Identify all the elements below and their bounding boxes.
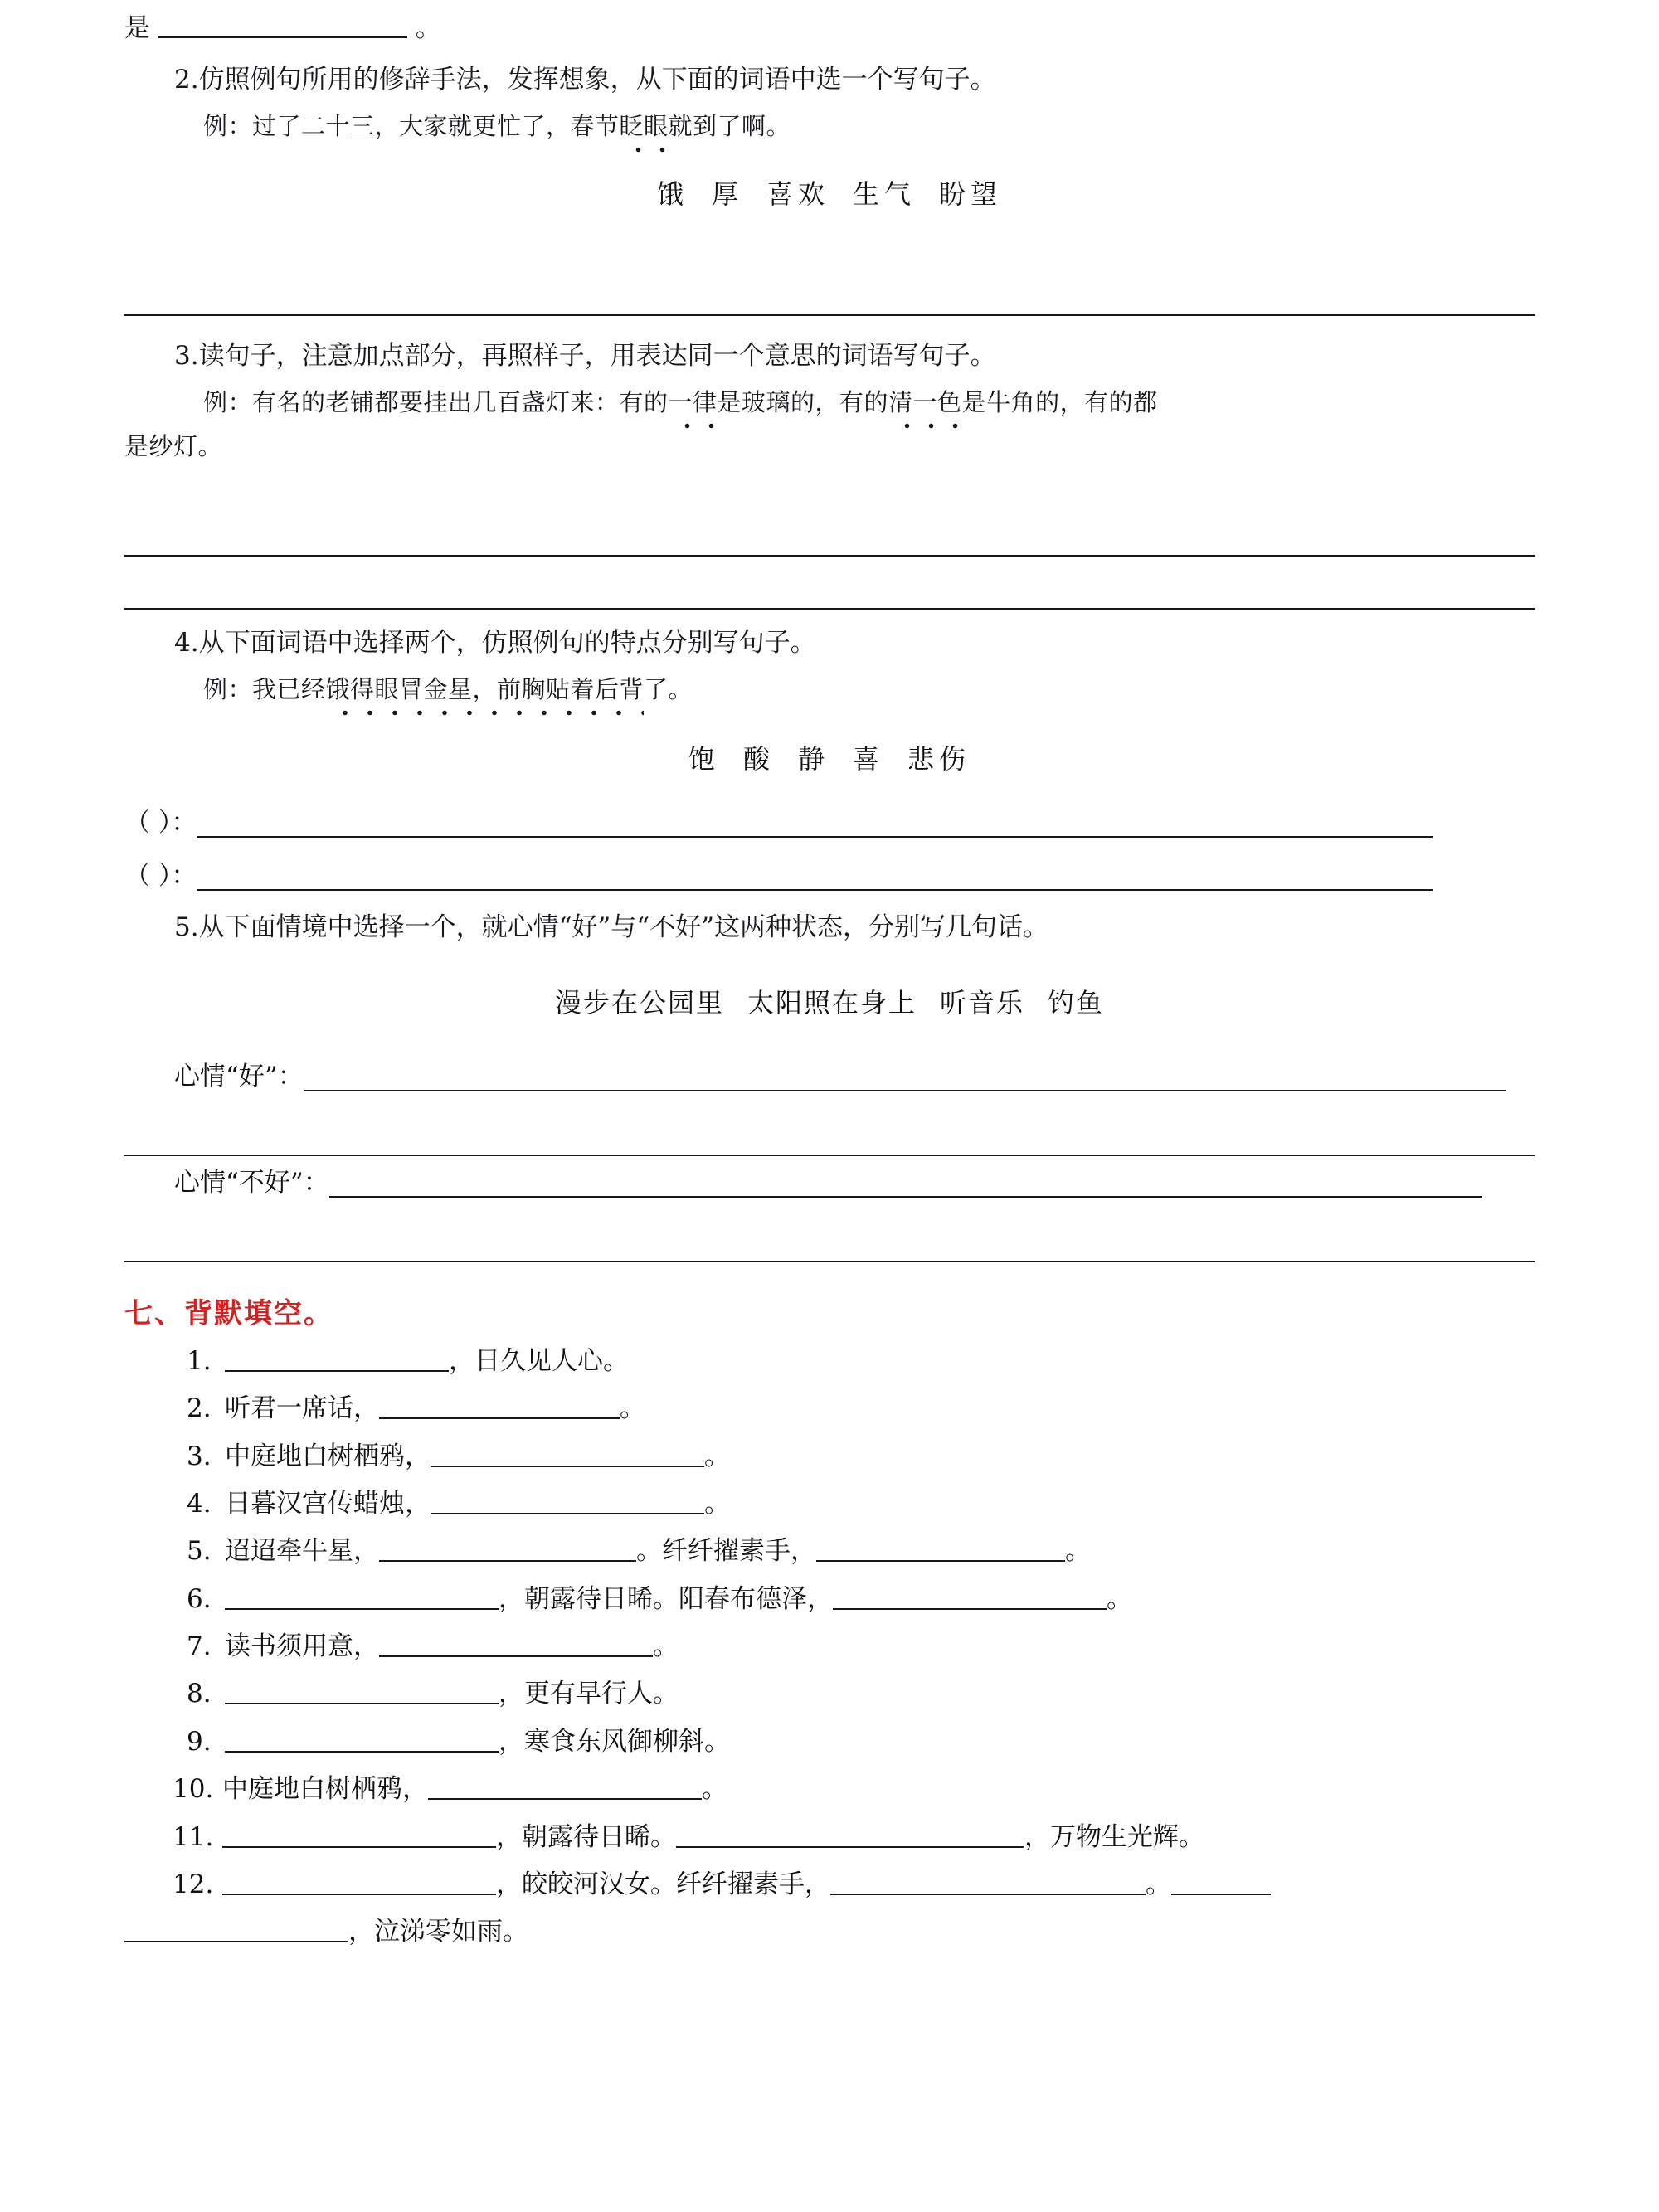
word-bank-item: 生气	[853, 178, 917, 211]
word-bank-item: 厚	[711, 178, 743, 211]
example-dotted-words: 一律	[669, 384, 718, 421]
top-fragment-prefix: 是	[124, 13, 150, 44]
scene-bank-item: 听音乐	[940, 987, 1025, 1019]
mood-good-answer-line[interactable]	[124, 1103, 1535, 1156]
scene-bank-item: 漫步在公园里	[554, 987, 724, 1019]
question-2-example	[124, 108, 1535, 145]
top-fragment-line	[124, 8, 1535, 48]
fill-blank[interactable]	[225, 1581, 499, 1610]
item-text: 。	[1146, 1869, 1171, 1899]
top-fragment-suffix: 。	[415, 13, 441, 44]
item-number: 11.	[173, 1821, 214, 1852]
item-text: ，万物生光辉。	[1024, 1821, 1204, 1852]
fill-blank[interactable]	[225, 1344, 449, 1373]
question-2-number: 2.	[174, 65, 199, 95]
question-4-text: 从下面词语中选择两个，仿照例句的特点分别写句子。	[198, 628, 816, 659]
item-text: 。	[704, 1489, 730, 1519]
item-text: ，泣涕零如雨。	[348, 1917, 528, 1947]
question-3-example-line-1	[124, 384, 1535, 421]
list-item	[124, 1719, 1535, 1766]
list-item	[124, 1338, 1535, 1385]
question-5-scene-bank	[124, 982, 1535, 1020]
fill-blank[interactable]	[1171, 1866, 1271, 1895]
item-text: 读书须用意，	[225, 1631, 379, 1662]
item-number: 9.	[187, 1726, 212, 1757]
scene-bank-item: 太阳照在身上	[747, 987, 917, 1019]
top-fragment-blank[interactable]	[158, 8, 407, 38]
fill-blank[interactable]	[379, 1391, 620, 1420]
item-text: 。	[653, 1631, 679, 1662]
word-bank-item: 饿	[656, 178, 688, 211]
question-5-text: 从下面情境中选择一个，就心情“好”与“不好”这两种状态，分别写几句话。	[198, 912, 1048, 943]
item-text: 。	[620, 1393, 645, 1424]
item-text: ，更有早行人。	[499, 1679, 679, 1709]
word-bank-item: 酸	[742, 743, 775, 775]
word-bank-item: 悲伤	[907, 743, 971, 775]
list-item	[124, 1861, 1535, 1908]
question-2-prompt	[124, 60, 1535, 100]
section-7-list	[124, 1338, 1535, 1956]
question-5-prompt	[124, 907, 1535, 947]
example-text-b: 是玻璃的，有的	[717, 388, 889, 417]
item-number: 12.	[173, 1869, 214, 1899]
fill-blank[interactable]	[124, 1914, 348, 1943]
example-text-a: 过了二十三，大家就更忙了，春节	[252, 112, 620, 141]
question-4-example	[124, 671, 1535, 708]
question-3-text: 读句子，注意加点部分，再照样子，用表达同一个意思的词语写句子。	[198, 341, 996, 372]
example-text-d: 是纱灯。	[124, 432, 223, 461]
item-text: 中庭地白树栖鸦，	[225, 1441, 431, 1471]
fill-blank[interactable]	[830, 1866, 1146, 1895]
item-text: ，朝露待日晞。	[496, 1821, 676, 1852]
example-label: 例：	[203, 388, 253, 417]
example-dotted-words: 清一色	[888, 384, 962, 421]
question-4-answer-blank[interactable]	[197, 803, 1433, 838]
fill-blank[interactable]	[222, 1866, 496, 1895]
example-text-a: 我已经	[252, 675, 326, 704]
question-5-number: 5.	[174, 912, 199, 943]
fill-blank[interactable]	[431, 1438, 704, 1467]
question-4-answer-row[interactable]	[124, 849, 1535, 902]
item-number: 2.	[187, 1393, 212, 1424]
item-text: 迢迢牵牛星，	[225, 1536, 379, 1567]
word-bank-item: 盼望	[939, 178, 1003, 211]
item-text: 。	[704, 1441, 730, 1471]
item-text: 。	[702, 1774, 727, 1805]
fill-blank[interactable]	[816, 1534, 1065, 1563]
example-text-b: 了。	[644, 675, 693, 704]
question-2-text: 仿照例句所用的修辞手法，发挥想象，从下面的词语中选一个写句子。	[198, 65, 996, 95]
mood-bad-answer-line[interactable]	[124, 1209, 1535, 1262]
list-item-continuation	[124, 1908, 1535, 1956]
list-item	[124, 1766, 1535, 1813]
item-number: 5.	[187, 1536, 212, 1567]
example-label: 例：	[203, 112, 253, 141]
list-item	[124, 1480, 1535, 1528]
item-text: ，寒食东风御柳斜。	[499, 1726, 730, 1757]
list-item	[124, 1433, 1535, 1480]
fill-blank[interactable]	[431, 1486, 704, 1515]
item-number: 8.	[187, 1679, 212, 1709]
item-number: 3.	[187, 1441, 212, 1471]
word-bank-item: 喜欢	[766, 178, 830, 211]
question-4-answer-blank[interactable]	[197, 856, 1433, 891]
item-text: 听君一席话，	[225, 1393, 379, 1424]
question-4-prompt	[124, 623, 1535, 663]
question-4-number: 4.	[174, 628, 199, 659]
question-3-example-line-2	[124, 428, 1535, 465]
example-dotted-words: 眨眼	[620, 108, 669, 145]
example-text-b: 就到了啊。	[668, 112, 791, 141]
item-number: 4.	[187, 1489, 212, 1519]
item-text: ，皎皎河汉女。纤纤擢素手，	[496, 1869, 830, 1899]
question-3-answer-line[interactable]	[124, 503, 1535, 557]
item-text: 。纤纤擢素手，	[636, 1536, 816, 1567]
item-number: 7.	[187, 1631, 212, 1662]
fill-blank[interactable]	[379, 1629, 653, 1658]
question-4-answer-row[interactable]	[124, 796, 1535, 849]
question-3-answer-line[interactable]	[124, 557, 1535, 610]
list-item	[124, 1385, 1535, 1432]
list-item	[124, 1528, 1535, 1575]
item-text: 日暮汉宫传蜡烛，	[225, 1489, 431, 1519]
fill-blank[interactable]	[225, 1723, 499, 1753]
word-bank-item: 静	[797, 743, 830, 775]
item-number: 10.	[173, 1774, 214, 1805]
word-bank-item: 饱	[688, 743, 720, 775]
item-number: 1.	[187, 1346, 212, 1377]
word-bank-item: 喜	[853, 743, 885, 775]
item-text: 。	[1107, 1583, 1132, 1614]
mood-bad-label: 心情“不好”：	[174, 1168, 329, 1198]
fill-blank[interactable]	[222, 1819, 496, 1848]
question-2-answer-line[interactable]	[124, 263, 1535, 316]
mood-good-blank[interactable]	[304, 1057, 1506, 1091]
fill-blank[interactable]	[379, 1534, 636, 1563]
item-number: 6.	[187, 1583, 212, 1614]
item-text: ，朝露待日晞。阳春布德泽，	[499, 1583, 833, 1614]
mood-bad-row[interactable]	[124, 1156, 1535, 1209]
mood-good-label: 心情“好”：	[174, 1062, 304, 1092]
question-2-word-bank	[124, 173, 1535, 211]
question-4-word-bank	[124, 738, 1535, 776]
fill-blank[interactable]	[225, 1676, 499, 1705]
question-4-answer-prefix: （ ）：	[124, 808, 197, 839]
example-text-c: 是牛角的，有的都	[961, 388, 1158, 417]
fill-blank[interactable]	[676, 1819, 1024, 1848]
item-text: ，日久见人心。	[449, 1346, 629, 1377]
scene-bank-item: 钓鱼	[1048, 987, 1105, 1019]
mood-good-row[interactable]	[124, 1050, 1535, 1103]
example-dotted-words: 饿得眼冒金星，前胸贴着后背	[326, 671, 645, 708]
question-3-prompt	[124, 336, 1535, 376]
item-text: 中庭地白树栖鸦，	[222, 1774, 428, 1805]
section-7-title: 七、背默填空。	[124, 1297, 333, 1331]
list-item	[124, 1814, 1535, 1861]
example-text-a: 有名的老铺都要挂出几百盏灯来：有的	[252, 388, 669, 417]
question-3-number: 3.	[174, 341, 199, 372]
item-text: 。	[1065, 1536, 1091, 1567]
list-item	[124, 1623, 1535, 1670]
fill-blank[interactable]	[833, 1581, 1107, 1610]
question-4-answer-prefix: （ ）：	[124, 861, 197, 892]
mood-bad-blank[interactable]	[329, 1163, 1482, 1198]
list-item	[124, 1576, 1535, 1623]
list-item	[124, 1670, 1535, 1718]
example-label: 例：	[203, 675, 253, 704]
fill-blank[interactable]	[428, 1772, 702, 1801]
